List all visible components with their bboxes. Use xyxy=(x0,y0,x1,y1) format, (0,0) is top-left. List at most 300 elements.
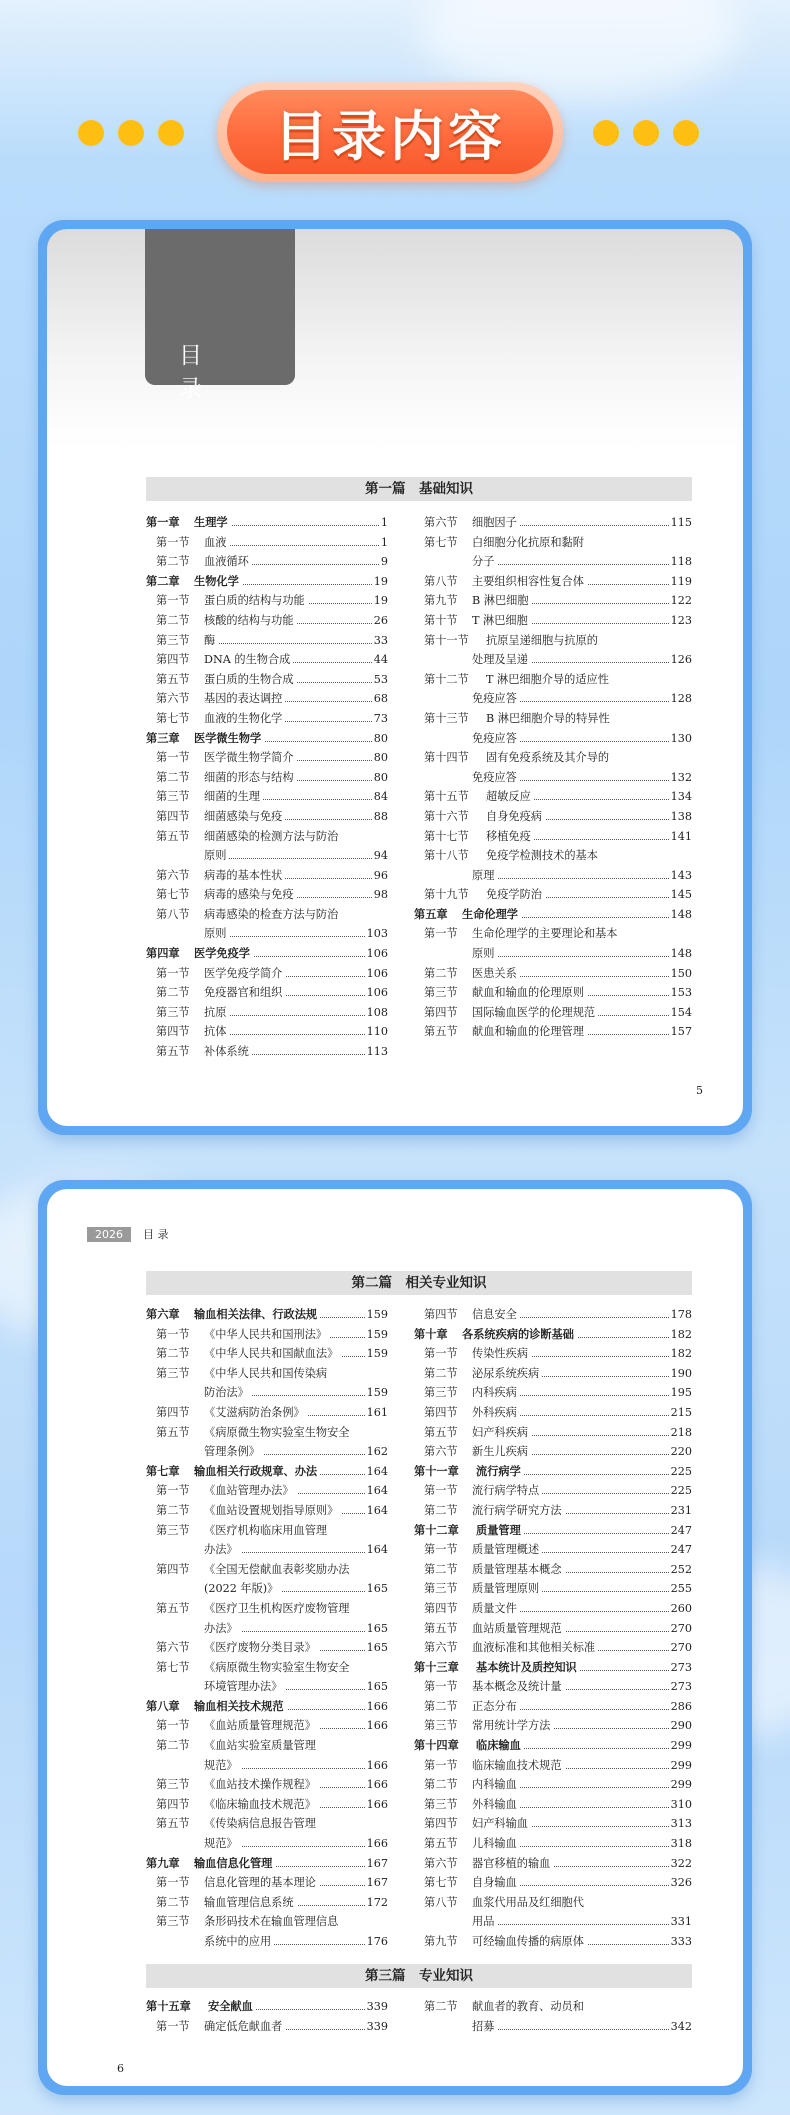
toc-page-number: 166 xyxy=(366,1719,388,1733)
toc-entry-title: 献血和输血的伦理原则 xyxy=(472,983,587,1003)
toc-section-row xyxy=(146,1814,388,1834)
toc-page-number: 123 xyxy=(670,613,692,627)
toc-page-number: 9 xyxy=(380,555,388,569)
toc-entry-number: 第五节 xyxy=(156,1425,190,1439)
toc-page-number: 119 xyxy=(670,574,692,588)
toc-page-number: 286 xyxy=(670,1699,692,1713)
toc-entry-number: 第三节 xyxy=(156,790,190,804)
toc-page-number: 225 xyxy=(670,1464,692,1478)
toc-page-number: 98 xyxy=(373,888,388,902)
toc-entry-number: 第三节 xyxy=(156,1778,190,1792)
toc-entry-number: 第一节 xyxy=(156,1719,190,1733)
toc-page-number: 195 xyxy=(670,1386,692,1400)
toc-section-row xyxy=(414,1619,692,1639)
toc-page-number: 178 xyxy=(670,1308,692,1321)
toc-page-number: 106 xyxy=(366,986,388,1000)
toc-section-row xyxy=(146,1716,388,1736)
toc-page-number: 33 xyxy=(373,633,388,647)
toc-entry-number: 第五节 xyxy=(156,1601,190,1615)
toc-entry-number: 第一节 xyxy=(156,1484,190,1498)
toc-entry-title: 系统中的应用 xyxy=(204,1932,274,1952)
toc-section-row xyxy=(414,689,692,709)
toc-entry-number: 第二节 xyxy=(424,1699,458,1713)
toc-column-right xyxy=(414,513,692,1042)
toc-page-number: 145 xyxy=(670,888,692,902)
toc-page-number: 166 xyxy=(366,1699,388,1713)
toc-page-number: 167 xyxy=(366,1856,388,1870)
toc-page-number: 161 xyxy=(366,1405,388,1419)
toc-section-row xyxy=(414,748,692,768)
toc-section-row xyxy=(146,1403,388,1423)
toc-section-row xyxy=(146,1344,388,1364)
toc-entry-number: 第十五章 xyxy=(146,1999,191,2013)
toc-page-number: 299 xyxy=(670,1758,692,1772)
toc-entry-title: 自身免疫病 xyxy=(486,807,545,827)
toc-entry-number: 第五节 xyxy=(424,1837,458,1851)
header-year: 2026 xyxy=(87,1227,131,1242)
toc-entry-number: 第二章 xyxy=(146,573,180,588)
toc-chapter-row xyxy=(414,1736,692,1756)
toc-entry-number: 第四节 xyxy=(424,1405,458,1419)
toc-chapter-row xyxy=(146,944,388,964)
toc-section-row xyxy=(414,2017,692,2037)
toc-entry-title: 病毒的感染与免疫 xyxy=(204,885,297,905)
toc-page-number: 247 xyxy=(670,1543,692,1557)
toc-page-number: 159 xyxy=(366,1347,388,1361)
toc-entry-number: 第四节 xyxy=(156,653,190,667)
toc-entry-number: 第六节 xyxy=(156,868,190,882)
toc-section-row xyxy=(414,1795,692,1815)
toc-column-right xyxy=(414,1305,692,1952)
toc-page-number: 1 xyxy=(380,535,388,549)
toc-page-number: 164 xyxy=(366,1464,388,1478)
toc-page-number: 331 xyxy=(670,1915,692,1929)
toc-section-row xyxy=(414,709,692,729)
toc-entry-number: 第三节 xyxy=(156,1005,190,1019)
toc-section-row xyxy=(146,1364,388,1384)
toc-entry-number: 第七节 xyxy=(156,1660,190,1674)
toc-entry-title: 基本概念及统计量 xyxy=(472,1677,565,1697)
toc-page xyxy=(47,1189,743,2086)
toc-entry-title: 妇产科疾病 xyxy=(472,1423,531,1443)
toc-entry-title: 临床输血技术规范 xyxy=(472,1756,565,1776)
toc-entry-title: 管理条例》 xyxy=(204,1442,263,1462)
toc-entry-number: 第二节 xyxy=(156,1347,190,1361)
toc-page-number: 26 xyxy=(373,613,388,627)
toc-chapter-row xyxy=(414,905,692,925)
toc-entry-title: 输血信息化管理 xyxy=(194,1854,275,1874)
toc-section-row xyxy=(414,1932,692,1952)
toc-card-page-5 xyxy=(38,220,752,1135)
toc-entry-number: 第一节 xyxy=(424,1680,458,1694)
toc-entry-title: 生理学 xyxy=(194,513,231,533)
toc-entry-title: 确定低危献血者 xyxy=(204,2017,285,2037)
toc-entry-number: 第五节 xyxy=(424,1425,458,1439)
toc-entry-number: 第八章 xyxy=(146,1698,180,1713)
toc-section-row xyxy=(414,885,692,905)
toc-section-row xyxy=(146,1912,388,1932)
toc-entry-number: 第七节 xyxy=(156,888,190,902)
toc-page-number: 299 xyxy=(670,1778,692,1792)
toc-page-number: 154 xyxy=(670,1005,692,1019)
toc-entry-number: 第三节 xyxy=(424,1719,458,1733)
toc-entry-title: 血浆代用品及红细胞代 xyxy=(472,1893,587,1913)
toc-entry-number: 第四节 xyxy=(156,1562,190,1576)
toc-entry-number: 第二节 xyxy=(424,966,458,980)
toc-entry-title: 免疫学检测技术的基本 xyxy=(486,846,601,866)
toc-entry-number: 第二节 xyxy=(424,1503,458,1517)
toc-entry-title: 质量文件 xyxy=(472,1599,520,1619)
toc-entry-title: 《医疗卫生机构医疗废物管理 xyxy=(204,1599,352,1619)
toc-page-number: 166 xyxy=(366,1837,388,1851)
toc-section-row xyxy=(414,631,692,651)
toc-page-number: 333 xyxy=(670,1935,692,1948)
toc-section-row xyxy=(146,827,388,847)
toc-section-row xyxy=(414,1481,692,1501)
toc-entry-title: 信息化管理的基本理论 xyxy=(204,1873,319,1893)
toc-entry-title: 可经输血传播的病原体 xyxy=(472,1932,587,1952)
toc-entry-title: 输血相关法律、行政法规 xyxy=(194,1305,320,1325)
toc-entry-title: 主要组织相容性复合体 xyxy=(472,572,587,592)
toc-section-row xyxy=(146,1638,388,1658)
toc-entry-title: 血液循环 xyxy=(204,552,252,572)
toc-entry-title: 临床输血 xyxy=(476,1736,524,1756)
toc-page-number: 153 xyxy=(670,986,692,1000)
toc-entry-title: 《病原微生物实验室生物安全 xyxy=(204,1423,352,1443)
toc-section-row xyxy=(414,768,692,788)
toc-entry-title: 安全献血 xyxy=(208,1997,256,2017)
toc-column-left xyxy=(146,513,388,1062)
toc-entry-title: 《中华人民共和国献血法》 xyxy=(204,1344,341,1364)
toc-entry-number: 第七章 xyxy=(146,1463,180,1478)
toc-entry-number: 第十九节 xyxy=(424,888,469,902)
toc-entry-number: 第六节 xyxy=(424,1641,458,1655)
toc-entry-number: 第七节 xyxy=(424,1876,458,1890)
toc-entry-title: 办法》 xyxy=(204,1619,241,1639)
decor-dot xyxy=(673,120,699,146)
toc-entry-number: 第五节 xyxy=(156,829,190,843)
toc-page-number: 313 xyxy=(670,1817,692,1831)
toc-section-row xyxy=(414,1697,692,1717)
toc-section-row xyxy=(146,1383,388,1403)
toc-entry-title: 《血站管理办法》 xyxy=(204,1481,297,1501)
toc-entry-number: 第一节 xyxy=(424,927,458,941)
toc-entry-title: 病毒感染的检查方法与防治 xyxy=(204,905,341,925)
toc-entry-title: 质量管理基本概念 xyxy=(472,1560,565,1580)
toc-page-number: 225 xyxy=(670,1484,692,1498)
toc-entry-number: 第五节 xyxy=(156,1045,190,1059)
toc-page-number: 73 xyxy=(373,711,388,725)
toc-entry-number: 第七节 xyxy=(156,711,190,725)
toc-entry-number: 第二节 xyxy=(424,1778,458,1792)
toc-page-number: 68 xyxy=(373,692,388,706)
toc-page-number: 164 xyxy=(366,1543,388,1557)
toc-entry-title: DNA 的生物合成 xyxy=(204,650,293,670)
toc-entry-number: 第一节 xyxy=(156,751,190,765)
toc-section-row xyxy=(414,611,692,631)
toc-page-number: 159 xyxy=(366,1386,388,1400)
toc-entry-title: 补体系统 xyxy=(204,1042,252,1062)
toc-entry-number: 第四节 xyxy=(156,809,190,823)
toc-section-row xyxy=(414,1854,692,1874)
toc-entry-title: 核酸的结构与功能 xyxy=(204,611,297,631)
toc-entry-title: 流行病学研究方法 xyxy=(472,1501,565,1521)
toc-section-row xyxy=(146,768,388,788)
toc-entry-title: 细菌感染与免疫 xyxy=(204,807,285,827)
toc-section-row xyxy=(146,533,388,553)
toc-entry-title: 免疫学防治 xyxy=(486,885,545,905)
toc-entry-number: 第三节 xyxy=(424,1386,458,1400)
toc-section-row xyxy=(146,748,388,768)
toc-page-number: 113 xyxy=(366,1045,388,1059)
toc-page-number: 80 xyxy=(373,751,388,765)
toc-entry-title: 《医疗机构临床用血管理 xyxy=(204,1521,330,1541)
toc-entry-title: 《艾滋病防治条例》 xyxy=(204,1403,308,1423)
dot-leader xyxy=(475,877,669,879)
toc-section-row xyxy=(414,1579,692,1599)
toc-section-row xyxy=(146,846,388,866)
decor-dot xyxy=(593,120,619,146)
toc-entry-title: 用品 xyxy=(472,1912,497,1932)
toc-entry-title: 医学免疫学 xyxy=(194,944,253,964)
decor-dot xyxy=(158,120,184,146)
toc-entry-title: 《病原微生物实验室生物安全 xyxy=(204,1658,352,1678)
toc-entry-title: 蛋白质的生物合成 xyxy=(204,670,297,690)
toc-entry-title: 《血站设置规划指导原则》 xyxy=(204,1501,341,1521)
toc-page-number: 159 xyxy=(366,1308,388,1321)
toc-page-number: 138 xyxy=(670,809,692,823)
toc-page-number: 220 xyxy=(670,1445,692,1459)
toc-entry-number: 第二节 xyxy=(156,770,190,784)
toc-page-number: 165 xyxy=(366,1641,388,1655)
toc-entry-title: 医患关系 xyxy=(472,964,520,984)
toc-section-row xyxy=(414,944,692,964)
toc-entry-title: 蛋白质的结构与功能 xyxy=(204,591,308,611)
toc-page-number: 108 xyxy=(366,1005,388,1019)
toc-entry-title: 献血和输血的伦理管理 xyxy=(472,1022,587,1042)
toc-section-row xyxy=(414,827,692,847)
toc-section-row xyxy=(146,1932,388,1952)
toc-chapter-row xyxy=(146,1854,388,1874)
toc-chapter-row xyxy=(414,1462,692,1482)
toc-entry-number: 第三节 xyxy=(156,1915,190,1929)
toc-section-row xyxy=(146,1658,388,1678)
toc-chapter-row xyxy=(146,1997,388,2017)
toc-entry-title: 血液标准和其他相关标准 xyxy=(472,1638,598,1658)
toc-page-number: 94 xyxy=(373,849,388,863)
toc-section-row xyxy=(414,1003,692,1023)
toc-entry-number: 第一节 xyxy=(424,1484,458,1498)
toc-section-row xyxy=(146,552,388,572)
toc-page-number: 44 xyxy=(373,653,388,667)
toc-entry-number: 第十六节 xyxy=(424,809,469,823)
toc-chapter-row xyxy=(414,1521,692,1541)
toc-page-number: 172 xyxy=(366,1895,388,1909)
toc-entry-number: 第二节 xyxy=(424,1562,458,1576)
toc-section-row xyxy=(146,1501,388,1521)
toc-entry-number: 第一节 xyxy=(424,1543,458,1557)
toc-entry-title: 输血相关技术规范 xyxy=(194,1697,287,1717)
toc-page-number: 118 xyxy=(670,555,692,569)
toc-entry-title: 质量管理概述 xyxy=(472,1540,542,1560)
toc-section-row xyxy=(414,1756,692,1776)
toc-page-number: 106 xyxy=(366,947,388,961)
toc-section-row xyxy=(414,650,692,670)
toc-entry-number: 第二节 xyxy=(156,613,190,627)
toc-page-number: 53 xyxy=(373,672,388,686)
toc-page-number: 252 xyxy=(670,1562,692,1576)
toc-entry-title: 流行病学特点 xyxy=(472,1481,542,1501)
toc-section-row xyxy=(146,1756,388,1776)
toc-page-number: 130 xyxy=(670,731,692,745)
toc-entry-number: 第八节 xyxy=(424,574,458,588)
toc-entry-number: 第六节 xyxy=(156,1641,190,1655)
toc-entry-title: 基因的表达调控 xyxy=(204,689,285,709)
toc-section-row xyxy=(146,1521,388,1541)
toc-entry-number: 第二节 xyxy=(156,555,190,569)
toc-chapter-row xyxy=(146,1305,388,1325)
toc-entry-title: 免疫应答 xyxy=(472,768,520,788)
dot-leader xyxy=(475,955,669,957)
toc-entry-title: 泌尿系统疾病 xyxy=(472,1364,542,1384)
toc-section-row xyxy=(146,709,388,729)
toc-page-number: 19 xyxy=(373,594,388,608)
toc-entry-title: B 淋巴细胞 xyxy=(472,591,532,611)
toc-page-number: 164 xyxy=(366,1503,388,1517)
toc-section-row xyxy=(146,1325,388,1345)
toc-entry-number: 第三章 xyxy=(146,730,180,745)
toc-entry-number: 第一节 xyxy=(156,1327,190,1341)
toc-section-row xyxy=(146,1677,388,1697)
toc-entry-number: 第六节 xyxy=(424,516,458,529)
toc-page-number: 80 xyxy=(373,770,388,784)
toc-section-row xyxy=(414,533,692,553)
toc-entry-title: 病毒的基本性状 xyxy=(204,866,285,886)
toc-entry-title: 血站质量管理规范 xyxy=(472,1619,565,1639)
toc-column-left xyxy=(146,1997,388,2036)
toc-page-number: 84 xyxy=(373,790,388,804)
toc-section-row xyxy=(414,670,692,690)
toc-entry-title: 原则 xyxy=(204,924,229,944)
toc-section-row xyxy=(146,1873,388,1893)
toc-entry-title: 质量管理 xyxy=(476,1521,524,1541)
toc-entry-title: 细胞因子 xyxy=(472,513,520,533)
toc-page-number: 106 xyxy=(366,966,388,980)
part-heading: 第三篇 专业知识 xyxy=(146,1964,692,1988)
toc-entry-title: 《血站实验室质量管理 xyxy=(204,1736,319,1756)
toc-chapter-row xyxy=(146,729,388,749)
toc-entry-title: 生物化学 xyxy=(194,572,242,592)
toc-page-number: 134 xyxy=(670,790,692,804)
toc-entry-title: 《中华人民共和国传染病 xyxy=(204,1364,330,1384)
toc-entry-title: T 淋巴细胞 xyxy=(472,611,531,631)
toc-entry-number: 第十三章 xyxy=(414,1659,459,1674)
toc-section-row xyxy=(414,807,692,827)
decor-dot xyxy=(633,120,659,146)
toc-entry-title: 抗体 xyxy=(204,1022,229,1042)
toc-section-row xyxy=(414,983,692,1003)
toc-entry-title: 妇产科输血 xyxy=(472,1814,531,1834)
toc-entry-title: 传染性疾病 xyxy=(472,1344,531,1364)
toc-page-number: 339 xyxy=(366,2000,388,2013)
toc-entry-number: 第二节 xyxy=(156,1895,190,1909)
toc-entry-number: 第十四章 xyxy=(414,1738,459,1753)
toc-entry-title: 免疫应答 xyxy=(472,729,520,749)
toc-chapter-row xyxy=(414,1325,692,1345)
toc-page-number: 141 xyxy=(670,829,692,843)
toc-section-row xyxy=(414,1442,692,1462)
toc-column-right xyxy=(414,1997,692,2036)
toc-entry-number: 第一节 xyxy=(156,535,190,549)
toc-page-number: 165 xyxy=(366,1621,388,1635)
toc-page-number: 299 xyxy=(670,1739,692,1753)
toc-entry-title: 条形码技术在输血管理信息 xyxy=(204,1912,341,1932)
toc-entry-title: 献血者的教育、动员和 xyxy=(472,1997,587,2017)
toc-entry-number: 第八节 xyxy=(156,907,190,921)
toc-page-number: 322 xyxy=(670,1856,692,1870)
toc-section-row xyxy=(414,1599,692,1619)
toc-page-number: 342 xyxy=(670,2019,692,2033)
toc-entry-number: 第九章 xyxy=(146,1855,180,1870)
toc-section-row xyxy=(414,1775,692,1795)
toc-section-row xyxy=(146,924,388,944)
toc-entry-title: 外科输血 xyxy=(472,1795,520,1815)
toc-entry-number: 第四节 xyxy=(424,1308,458,1321)
toc-page-number: 148 xyxy=(670,947,692,961)
toc-section-row xyxy=(414,572,692,592)
toc-section-row xyxy=(414,1814,692,1834)
toc-entry-title: B 淋巴细胞介导的特异性 xyxy=(486,709,613,729)
toc-chapter-row xyxy=(146,1462,388,1482)
toc-entry-number: 第十二节 xyxy=(424,672,469,686)
toc-entry-title: 自身输血 xyxy=(472,1873,520,1893)
toc-page-number: 318 xyxy=(670,1837,692,1851)
toc-page-number: 247 xyxy=(670,1523,692,1537)
toc-page-number: 164 xyxy=(366,1484,388,1498)
toc-entry-title: 处理及呈递 xyxy=(472,650,531,670)
toc-entry-number: 第九节 xyxy=(424,1935,458,1948)
toc-entry-title: 分子 xyxy=(472,552,497,572)
toc-page-number: 143 xyxy=(670,868,692,882)
toc-section-row xyxy=(146,905,388,925)
dot-leader xyxy=(475,2028,669,2030)
toc-entry-number: 第十章 xyxy=(414,1326,448,1341)
toc-section-row xyxy=(146,1560,388,1580)
toc-page-number: 290 xyxy=(670,1719,692,1733)
toc-page-number: 88 xyxy=(373,809,388,823)
toc-section-row xyxy=(414,1834,692,1854)
toc-section-row xyxy=(414,552,692,572)
toc-entry-title: 医学微生物学简介 xyxy=(204,748,297,768)
toc-entry-title: 细菌的形态与结构 xyxy=(204,768,297,788)
part-heading: 第一篇 基础知识 xyxy=(146,477,692,501)
toc-section-row xyxy=(146,964,388,984)
toc-section-row xyxy=(146,689,388,709)
toc-entry-number: 第六节 xyxy=(156,692,190,706)
toc-entry-title: 《血站技术操作规程》 xyxy=(204,1775,319,1795)
page-number: 5 xyxy=(696,1084,703,1097)
toc-entry-number: 第一节 xyxy=(156,966,190,980)
toc-page-number: 126 xyxy=(670,653,692,667)
toc-section-row xyxy=(414,1638,692,1658)
toc-entry-number: 第十八节 xyxy=(424,849,469,863)
dot-leader xyxy=(207,857,372,859)
dot-leader xyxy=(207,1014,365,1016)
toc-section-row xyxy=(414,1022,692,1042)
toc-page-number: 165 xyxy=(366,1680,388,1694)
toc-entry-number: 第十二章 xyxy=(414,1522,459,1537)
toc-page-number: 132 xyxy=(670,770,692,784)
